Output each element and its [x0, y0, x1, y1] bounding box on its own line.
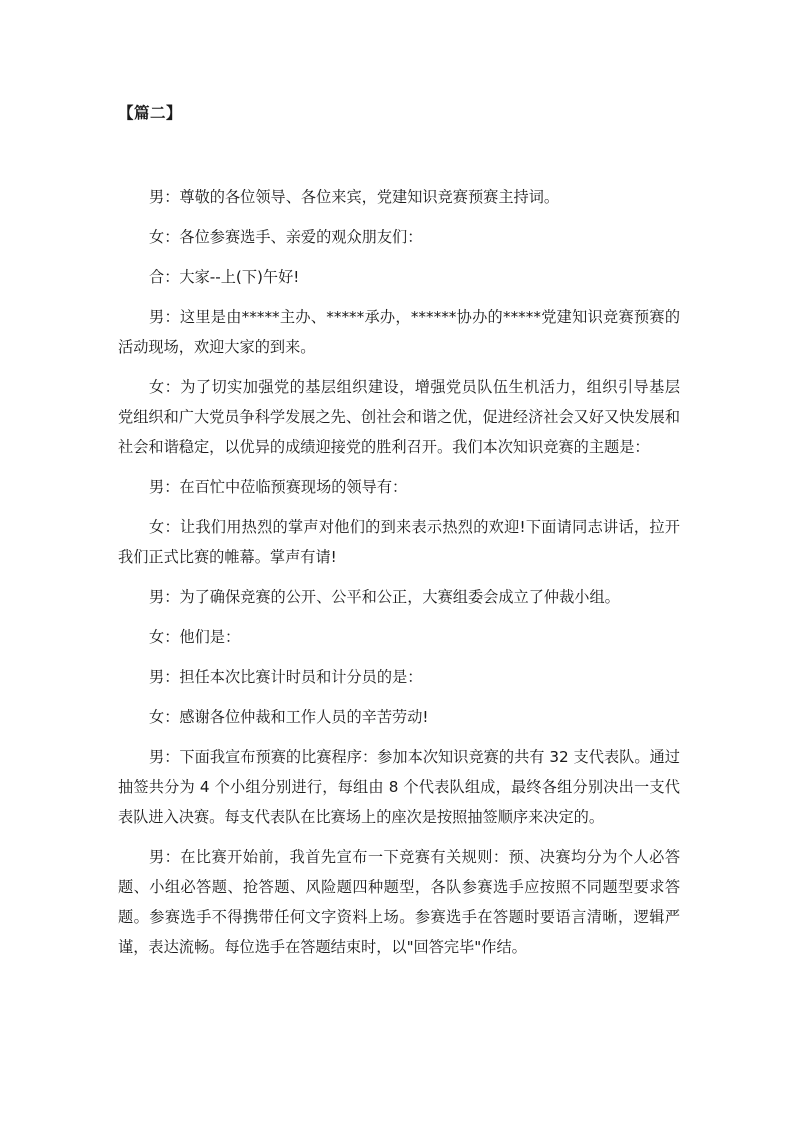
paragraph: 女：感谢各位仲裁和工作人员的辛苦劳动! — [149, 708, 429, 726]
paragraph: 男：担任本次比赛计时员和计分员的是： — [149, 668, 423, 686]
paragraph: 女：各位参赛选手、亲爱的观众朋友们： — [149, 228, 423, 246]
paragraph: 男：这里是由*****主办、*****承办，******协办的*****党建知识竞赛预赛的活动现场，欢迎大家的到来。 — [118, 308, 680, 356]
paragraph: 女：让我们用热烈的掌声对他们的到来表示热烈的欢迎!下面请同志讲话，拉开我们正式比赛的帷幕。掌声有请! — [118, 518, 680, 566]
paragraph: 女：他们是： — [149, 628, 241, 646]
paragraph: 男：在百忙中莅临预赛现场的领导有： — [149, 478, 408, 496]
paragraph: 男：下面我宣布预赛的比赛程序：参加本次知识竞赛的共有 32 支代表队。通过抽签共分为 4 个小组分别进行，每组由 8 个代表队组成，最终各组分别决出一支代表队进入决赛。每支代表队在比赛场上的座次是按照抽签顺序来决定的。 — [118, 748, 680, 826]
paragraph: 男：尊敬的各位领导、各位来宾，党建知识竞赛预赛主持词。 — [149, 188, 560, 206]
document-body — [118, 182, 680, 972]
paragraph: 女：为了切实加强党的基层组织建设，增强党员队伍生机活力，组织引导基层党组织和广大党员争科学发展之先、创社会和谐之优，促进经济社会又好又快发展和社会和谐稳定，以优异的成绩迎接党的胜利召开。我们本次知识竞赛的主题是： — [118, 378, 680, 456]
paragraph: 男：为了确保竞赛的公开、公平和公正，大赛组委会成立了仲裁小组。 — [149, 588, 620, 606]
paragraph: 男：在比赛开始前，我首先宣布一下竞赛有关规则：预、决赛均分为个人必答题、小组必答题、抢答题、风险题四种题型，各队参赛选手应按照不同题型要求答题。参赛选手不得携带任何文字资料上场。参赛选手在答题时要语言清晰，逻辑严谨，表达流畅。每位选手在答题结束时，以"回答完毕"作结。 — [118, 848, 680, 956]
section-title: 【篇二】 — [118, 104, 183, 122]
paragraph: 合：大家--上(下)午好! — [149, 268, 300, 286]
